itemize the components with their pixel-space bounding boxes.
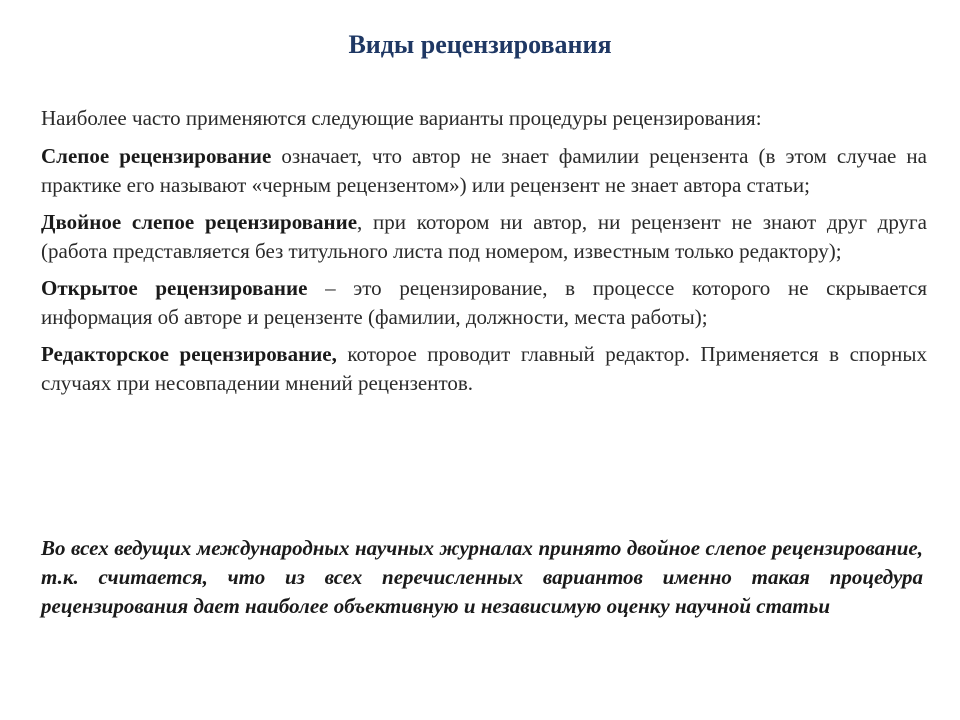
item-text: – это рецензирование, в процессе которого не скрывается информация об авторе и рецензенте (фамилии, должности, места работы);: [41, 276, 928, 329]
item-term: Редакторское рецензирование,: [41, 342, 337, 366]
item-term: Слепое рецензирование: [41, 144, 272, 168]
item-editorial-review: [41, 340, 927, 398]
slide-content: [41, 104, 927, 406]
item-open-review: [41, 274, 927, 332]
slide-title: Виды рецензирования: [348, 30, 612, 59]
item-term: Двойное слепое рецензирование: [41, 210, 358, 234]
item-text: , при котором ни автор, ни рецензент не знают друг друга (работа представляется без титульного листа под номером, известным только редактору);: [41, 210, 927, 263]
item-double-blind-review: [41, 208, 927, 266]
item-text: означает, что автор не знает фамилии рецензента (в этом случае на практике его называют «черным рецензентом») или рецензент не знает автора статьи;: [41, 144, 927, 197]
conclusion-note: Во всех ведущих международных научных журналах принято двойное слепое рецензирование, т.к. считается, что из всех перечисленных вариантов именно такая процедура рецензирования дает наиболее объективную и независимую оценку научной статьи: [41, 536, 923, 618]
intro-paragraph: Наиболее часто применяются следующие варианты процедуры рецензирования:: [41, 106, 762, 130]
item-text: которое проводит главный редактор. Применяется в спорных случаях при несовпадении мнений рецензентов.: [41, 342, 927, 395]
item-term: Открытое рецензирование: [41, 276, 308, 300]
item-blind-review: [41, 142, 927, 200]
